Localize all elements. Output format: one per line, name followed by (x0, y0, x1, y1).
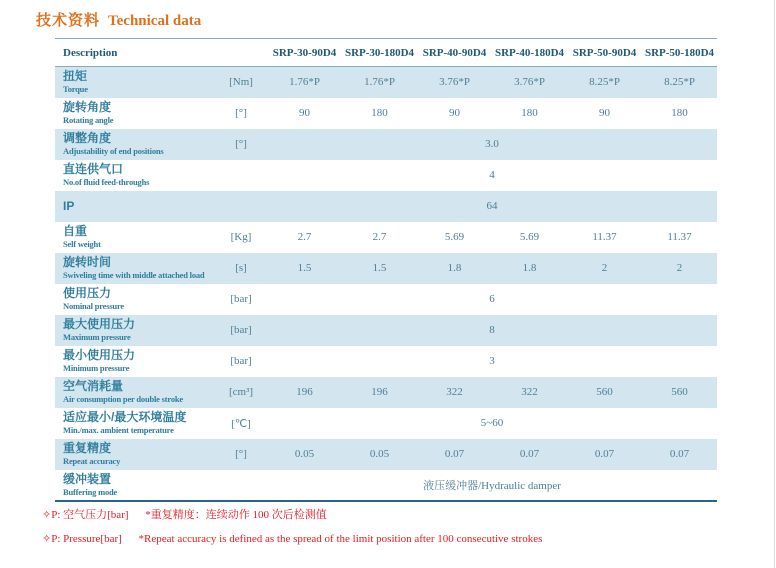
row-unit: [Nm] (229, 76, 253, 89)
row-label-en: Rotating angle (63, 115, 114, 125)
footnotes (42, 508, 542, 556)
row-unit (215, 160, 267, 191)
row-value: 0.07 (444, 448, 465, 460)
row-label-cn: 扭矩 (63, 69, 88, 84)
row-label (55, 470, 215, 501)
row-value: 5.69 (519, 231, 540, 243)
table-row (55, 129, 717, 160)
table-row (55, 439, 717, 470)
row-unit: [°] (235, 107, 247, 119)
column-header-model: SRP-40-90D4 (422, 46, 487, 59)
row-value: 0.07 (594, 448, 615, 460)
row-label-cn: 最小使用压力 (63, 348, 136, 362)
row-value: 196 (371, 386, 388, 398)
row-label-en: Air consumption per double stroke (63, 394, 183, 404)
page-right-border (774, 0, 775, 568)
row-value: 180 (671, 107, 688, 119)
table-row (55, 408, 717, 439)
technical-data-table (55, 38, 717, 502)
row-value: 180 (371, 107, 388, 119)
row-label-en: No.of fluid feed-throughs (63, 177, 150, 187)
row-value: 0.05 (294, 448, 315, 460)
row-value: 2.7 (297, 231, 312, 243)
row-label-en: Nominal pressure (63, 301, 124, 311)
footnote-en-repeat-accuracy: *Repeat accuracy is defined as the spread of the limit position after 100 consecutive strokes (138, 533, 543, 545)
row-value: 1.5 (297, 262, 312, 274)
row-value: 196 (296, 386, 313, 398)
row-value: 322 (446, 386, 463, 398)
row-unit: [cm³] (228, 386, 254, 398)
footnote-chinese (42, 508, 542, 522)
row-value: 2.7 (372, 231, 387, 243)
row-value-spanning: 液压缓冲器/Hydraulic damper (423, 479, 561, 492)
table-row (55, 377, 717, 408)
row-unit: [Kg] (230, 231, 252, 243)
row-value: 90 (449, 107, 461, 119)
row-value: 1.8 (447, 262, 462, 274)
row-label (55, 315, 215, 346)
row-value: 322 (521, 386, 538, 398)
row-value: 1.76*P (289, 76, 320, 89)
row-label-en: Maximum pressure (63, 332, 131, 342)
row-label-en: Self weight (63, 239, 101, 249)
row-unit: [bar] (230, 293, 252, 305)
row-label (55, 377, 215, 408)
row-value: 2 (676, 262, 683, 274)
row-unit: [s] (235, 262, 247, 274)
column-header-model: SRP-30-180D4 (344, 46, 415, 59)
column-header-model: SRP-50-90D4 (572, 46, 637, 59)
row-label (55, 439, 215, 470)
row-unit (215, 470, 267, 501)
row-label-cn: 旋转角度 (63, 100, 112, 114)
table-row (55, 315, 717, 346)
table-row (55, 160, 717, 191)
row-value: 560 (596, 386, 613, 398)
table-row (55, 222, 717, 253)
table-row (55, 346, 717, 377)
row-value-spanning: 64 (486, 200, 498, 212)
table-header (55, 39, 717, 67)
row-label (55, 222, 215, 253)
row-label-en: Min./max. ambient temperature (63, 425, 174, 435)
row-label (55, 408, 215, 439)
row-value: 90 (299, 107, 311, 119)
row-label-cn: 适应最小/最大环境温度 (63, 410, 187, 424)
row-label (55, 253, 215, 284)
table-header-row (55, 39, 717, 67)
row-label-en: Swiveling time with middle attached load (63, 270, 205, 280)
row-value: 5.69 (444, 231, 465, 243)
row-label-cn: 直连供气口 (63, 162, 124, 176)
row-value: 3.76*P (439, 76, 470, 89)
row-value: 2 (601, 262, 608, 274)
row-value: 90 (599, 107, 611, 119)
table-row (55, 191, 717, 222)
row-label (55, 67, 215, 98)
row-label (55, 191, 215, 222)
column-header-description: Description (63, 46, 118, 59)
row-label-en: Minimum pressure (63, 363, 130, 373)
row-value: 3.76*P (514, 76, 545, 89)
row-value-spanning: 3.0 (485, 138, 499, 150)
row-label-en: Adjustability of end positions (63, 146, 164, 156)
row-label-cn: 缓冲装置 (63, 471, 112, 486)
row-value: 0.07 (519, 448, 540, 460)
row-label-en: Buffering mode (63, 486, 118, 497)
column-header-model: SRP-30-90D4 (272, 46, 337, 59)
row-unit: [℃] (231, 417, 251, 430)
row-label-cn: 空气消耗量 (63, 379, 124, 393)
footnote-cn-repeat-accuracy: *重复精度：连续动作 100 次后检测值 (145, 509, 327, 521)
row-label-en: Torque (63, 84, 88, 95)
row-label-cn: IP (63, 198, 75, 213)
row-label-cn: 自重 (63, 224, 88, 238)
table-row (55, 253, 717, 284)
footnote-cn-pressure: ✧P: 空气压力[bar] (42, 509, 129, 521)
row-value: 11.37 (592, 231, 617, 243)
row-value-spanning: 6 (489, 293, 495, 305)
row-label-cn: 使用压力 (63, 286, 112, 300)
table-row (55, 98, 717, 129)
page-title-english: Technical data (108, 13, 202, 29)
row-label (55, 98, 215, 129)
row-unit: [bar] (230, 355, 252, 367)
table-body (55, 67, 717, 501)
row-value: 1.8 (522, 262, 537, 274)
row-unit: [bar] (230, 324, 252, 336)
row-value: 0.07 (669, 448, 690, 460)
row-value: 11.37 (667, 231, 692, 243)
row-value: 0.05 (369, 448, 390, 460)
row-label-cn: 最大使用压力 (63, 317, 136, 331)
column-header-model: SRP-40-180D4 (494, 46, 565, 59)
footnote-en-pressure: ✧P: Pressure[bar] (42, 533, 122, 545)
row-label (55, 346, 215, 377)
row-value-spanning: 8 (489, 324, 495, 336)
row-label (55, 160, 215, 191)
row-unit (215, 191, 267, 222)
page-title-chinese: 技术资料 (36, 12, 101, 29)
row-label (55, 284, 215, 315)
table-row (55, 284, 717, 315)
footnote-english (42, 532, 542, 546)
row-value: 180 (521, 107, 538, 119)
row-value: 8.25*P (664, 76, 695, 89)
row-label-cn: 调整角度 (63, 131, 112, 145)
row-value-spanning: 4 (489, 169, 495, 181)
table-row (55, 67, 717, 98)
row-label-en: Repeat accuracy (63, 456, 121, 466)
row-value: 560 (671, 386, 688, 398)
row-value-spanning: 3 (489, 355, 495, 367)
column-header-model: SRP-50-180D4 (644, 46, 715, 59)
row-label (55, 129, 215, 160)
row-label-cn: 重复精度 (63, 441, 112, 455)
table-row (55, 470, 717, 501)
row-unit: [°] (235, 138, 247, 150)
row-value: 1.5 (372, 262, 387, 274)
row-value: 1.76*P (364, 76, 395, 89)
row-unit: [°] (235, 448, 247, 460)
row-label-cn: 旋转时间 (63, 255, 112, 269)
row-value: 8.25*P (589, 76, 620, 89)
row-value-spanning: 5~60 (480, 417, 504, 429)
page-title (36, 9, 201, 30)
